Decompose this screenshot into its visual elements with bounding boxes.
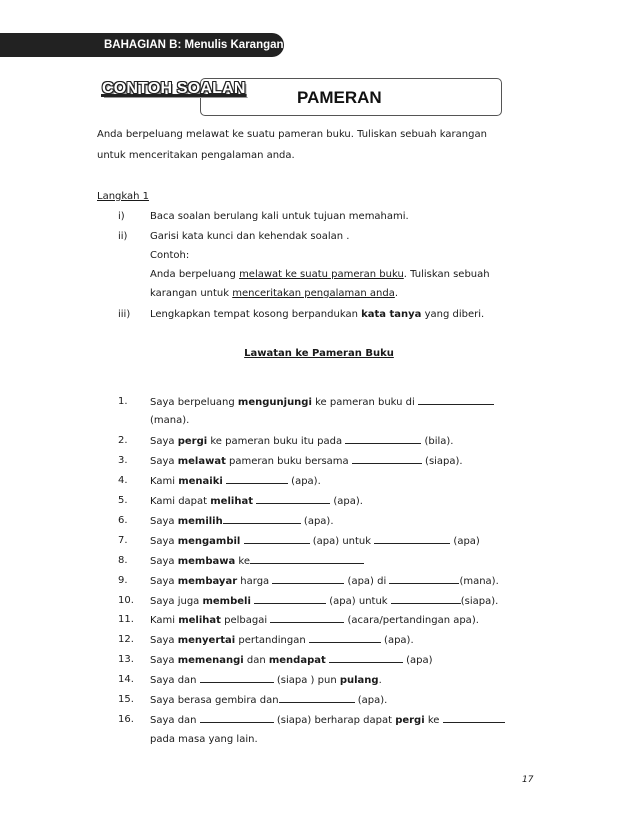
section-banner-text: BAHAGIAN B: Menulis Karangan [104,39,284,51]
item-text: Saya [150,635,178,646]
item-keyword: mendapat [268,655,326,666]
item-keyword: memenangi [177,655,244,666]
item-text: Saya dan [150,675,200,686]
item-keyword: pergi [395,715,425,726]
item-text: Saya [150,516,178,527]
item-keyword: membeli [202,596,251,607]
blank-line [418,395,494,405]
item-number: 3. [118,455,128,466]
item-1 [150,395,494,410]
item-text: ke [235,556,250,567]
step-i-text: Baca soalan berulang kali untuk tujuan memahami. [150,211,409,222]
item-text: . [378,675,382,686]
item-number: 8. [118,555,128,566]
item-2 [150,434,453,449]
item-text: (acara/pertandingan apa). [344,615,479,626]
question-line-2: untuk menceritakan pengalaman anda. [97,150,295,161]
item-text: Kami [150,476,179,487]
item-text: ke [424,715,443,726]
item-3 [150,454,463,469]
example-text: Anda berpeluang [150,269,240,280]
item-text: (apa) [450,536,480,547]
item-number: 14. [118,674,134,685]
item-number: 1. [118,396,128,407]
item-14 [150,673,382,688]
item-text: (siapa). [460,596,499,607]
langkah-heading: Langkah 1 [97,191,150,202]
blank-line [279,693,355,703]
step-ii-num: ii) [118,231,128,242]
item-number: 9. [118,575,128,586]
item-text: Saya berasa gembira dan [150,695,279,706]
blank-line [329,653,403,663]
item-6 [150,514,334,529]
blank-line [345,434,421,444]
item-text: Saya [150,436,178,447]
item-text: pertandingan [235,635,309,646]
blank-line [389,574,459,584]
item-keyword: membayar [177,576,238,587]
item-text: dan [243,655,269,666]
blank-line [352,454,422,464]
item-15 [150,693,387,708]
item-keyword: pulang [339,675,379,686]
example-text: karangan untuk [150,288,233,299]
item-text: (apa) untuk [326,596,391,607]
item-number: 7. [118,535,128,546]
item-text: Saya [150,456,178,467]
item-5 [150,494,363,509]
contoh-soalan-label: CONTOH SOALAN [102,80,246,97]
item-8 [150,554,364,569]
blank-line [223,514,301,524]
item-keyword: melihat [178,615,221,626]
example-text: . Tuliskan sebuah [403,269,490,280]
item-1-cont: (mana). [150,415,190,426]
item-number: 2. [118,435,128,446]
item-number: 6. [118,515,128,526]
item-text: Saya dan [150,715,200,726]
step-ii-text: Garisi kata kunci dan kehendak soalan . [150,231,350,242]
item-number: 16. [118,714,134,725]
item-text: ke pameran buku itu pada [207,436,346,447]
item-keyword: melihat [210,496,253,507]
item-text: (siapa ) pun [273,675,340,686]
item-text: ke pameran buku di [311,397,418,408]
blank-line [226,474,288,484]
blank-line [374,534,450,544]
item-text: Saya [150,556,178,567]
item-text: (bila). [421,436,454,447]
item-text: pameran buku bersama [225,456,352,467]
item-number: 10. [118,595,134,606]
item-text: (apa). [300,516,334,527]
item-text: Saya [150,576,178,587]
item-text: harga [237,576,273,587]
item-text: (siapa). [421,456,463,467]
item-16-cont: pada masa yang lain. [150,734,258,745]
item-number: 4. [118,475,128,486]
item-keyword: menaiki [178,476,223,487]
blank-line [254,594,326,604]
item-text: (apa). [287,476,321,487]
item-text: Kami [150,615,179,626]
item-12 [150,633,414,648]
item-keyword: memilih [177,516,223,527]
blank-line [244,534,310,544]
example-keyword: melawat ke suatu pameran buku [239,269,404,280]
item-text: (mana). [459,576,499,587]
blank-line [250,554,364,564]
step-iii-text [150,308,484,322]
step-iii-keyword: kata tanya [361,309,422,320]
item-number: 11. [118,614,134,625]
section-banner [0,33,284,57]
example-keyword: menceritakan pengalaman anda [232,288,395,299]
item-13 [150,653,433,668]
item-10 [150,594,498,609]
blank-line [256,494,330,504]
item-keyword: melawat [177,456,226,467]
step-iii-num: iii) [118,309,131,320]
item-keyword: membawa [177,556,236,567]
subheading: Lawatan ke Pameran Buku [244,348,394,359]
item-text: Saya juga [150,596,203,607]
item-4 [150,474,321,489]
example-text: . [394,288,399,299]
item-number: 15. [118,694,134,705]
item-text: (apa) di [344,576,390,587]
example-line-2 [150,287,398,301]
example-line-1 [150,268,490,282]
blank-line [391,594,461,604]
item-keyword: menyertai [177,635,236,646]
step-iii-post: yang diberi. [421,309,485,320]
blank-line [270,613,344,623]
blank-line [443,713,505,723]
item-text: (apa). [330,496,363,507]
item-text: (apa) [402,655,433,666]
blank-line [200,713,274,723]
item-keyword: mengunjungi [237,397,312,408]
item-number: 13. [118,654,134,665]
item-text: Saya berpeluang [150,397,238,408]
item-9 [150,574,499,589]
contoh-text: Contoh: [150,250,190,261]
blank-line [272,574,344,584]
item-text: Saya [150,536,178,547]
item-keyword: pergi [177,436,208,447]
item-text: Kami dapat [150,496,211,507]
step-iii-pre: Lengkapkan tempat kosong berpandukan [150,309,362,320]
item-text: pelbagai [220,615,271,626]
item-11 [150,613,479,628]
item-text: Saya [150,655,178,666]
item-number: 5. [118,495,128,506]
item-16 [150,713,505,728]
blank-line [200,673,274,683]
blank-line [309,633,381,643]
page-title: PAMERAN [297,88,382,107]
item-text: (siapa) berharap dapat [273,715,396,726]
item-text: (apa). [354,695,388,706]
question-line-1: Anda berpeluang melawat ke suatu pameran buku. Tuliskan sebuah karangan [97,129,487,140]
item-keyword: mengambil [177,536,241,547]
item-7 [150,534,480,549]
item-number: 12. [118,634,134,645]
page-number: 17 [522,775,534,785]
item-text: (apa). [380,635,414,646]
item-text: (apa) untuk [309,536,375,547]
step-i-num: i) [118,211,125,222]
